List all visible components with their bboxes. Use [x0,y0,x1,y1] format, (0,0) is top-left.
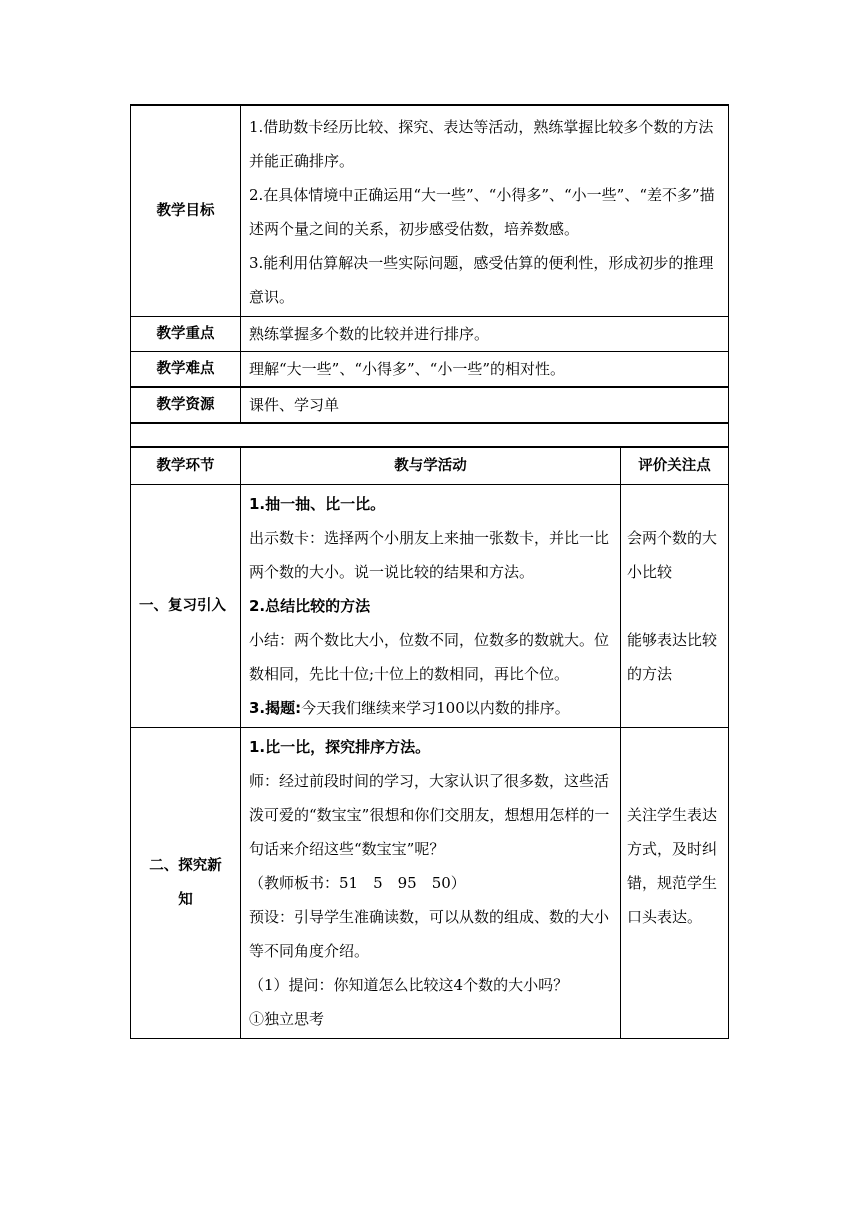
resource-content: 课件、学习单 [241,387,729,423]
review-note: 能够表达比较的方法 [627,631,718,683]
section-explore-label: 二、探究新知 [131,728,241,1039]
review-item-title: 1.抽一抽、比一比。 [249,495,386,513]
section-review-row [131,485,729,728]
spacer-row [131,423,729,447]
explore-note: 关注学生表达方式，及时纠错，规范学生口头表达。 [627,806,718,926]
lesson-plan-document [130,104,728,1039]
review-item-text: 小结：两个数比大小，位数不同，位数多的数就大。位数相同，先比十位;十位上的数相同，再比个位。 [249,631,610,683]
section-review-label: 一、复习引入 [131,485,241,728]
review-item-title: 2.总结比较的方法 [249,597,371,615]
section-explore-evaluation [621,728,729,1039]
key-row [131,317,729,352]
header-stage: 教学环节 [131,447,241,485]
goal-item: 1.借助数卡经历比较、探究、表达等活动，熟练掌握比较多个数的方法并能正确排序。 [249,118,714,170]
explore-text: （1）提问：你知道怎么比较这4个数的大小吗？ [249,976,569,994]
explore-text: 师：经过前段时间的学习，大家认识了很多数，这些活泼可爱的“数宝宝”很想和你们交朋友，想想用怎样的一句话来介绍这些“数宝宝”呢？ [249,772,610,858]
goal-item: 3.能利用估算解决一些实际问题，感受估算的便利性，形成初步的推理意识。 [249,254,714,306]
review-item-text: 出示数卡：选择两个小朋友上来抽一张数卡，并比一比两个数的大小。说一说比较的结果和方法。 [249,529,610,581]
review-note: 会两个数的大小比较 [627,529,718,581]
section-review-activity [241,485,621,728]
section-explore-row [131,728,729,1039]
header-row [131,447,729,485]
explore-text: 预设：引导学生准确读数，可以从数的组成、数的大小等不同角度介绍。 [249,908,610,960]
key-label: 教学重点 [131,317,241,352]
goal-item: 2.在具体情境中正确运用“大一些”、“小得多”、“小一些”、“差不多”描述两个量之间的关系，初步感受估数，培养数感。 [249,186,715,238]
goal-content [241,105,729,317]
goal-label: 教学目标 [131,105,241,317]
difficulty-label: 教学难点 [131,352,241,388]
explore-item-title: 1.比一比，探究排序方法。 [249,738,431,756]
resource-row [131,387,729,423]
lesson-plan-table [130,104,729,1039]
review-item-title: 3.揭题: [249,699,302,717]
goal-row [131,105,729,317]
difficulty-row [131,352,729,388]
header-activity: 教与学活动 [241,447,621,485]
explore-text: ①独立思考 [249,1010,325,1028]
section-explore-activity [241,728,621,1039]
key-content: 熟练掌握多个数的比较并进行排序。 [241,317,729,352]
review-item-text: 今天我们继续来学习100以内数的排序。 [301,699,570,717]
difficulty-content: 理解“大一些”、“小得多”、“小一些”的相对性。 [241,352,729,388]
section-review-evaluation [621,485,729,728]
resource-label: 教学资源 [131,387,241,423]
header-evaluation: 评价关注点 [621,447,729,485]
explore-text: （教师板书：51 5 95 50） [249,874,466,892]
